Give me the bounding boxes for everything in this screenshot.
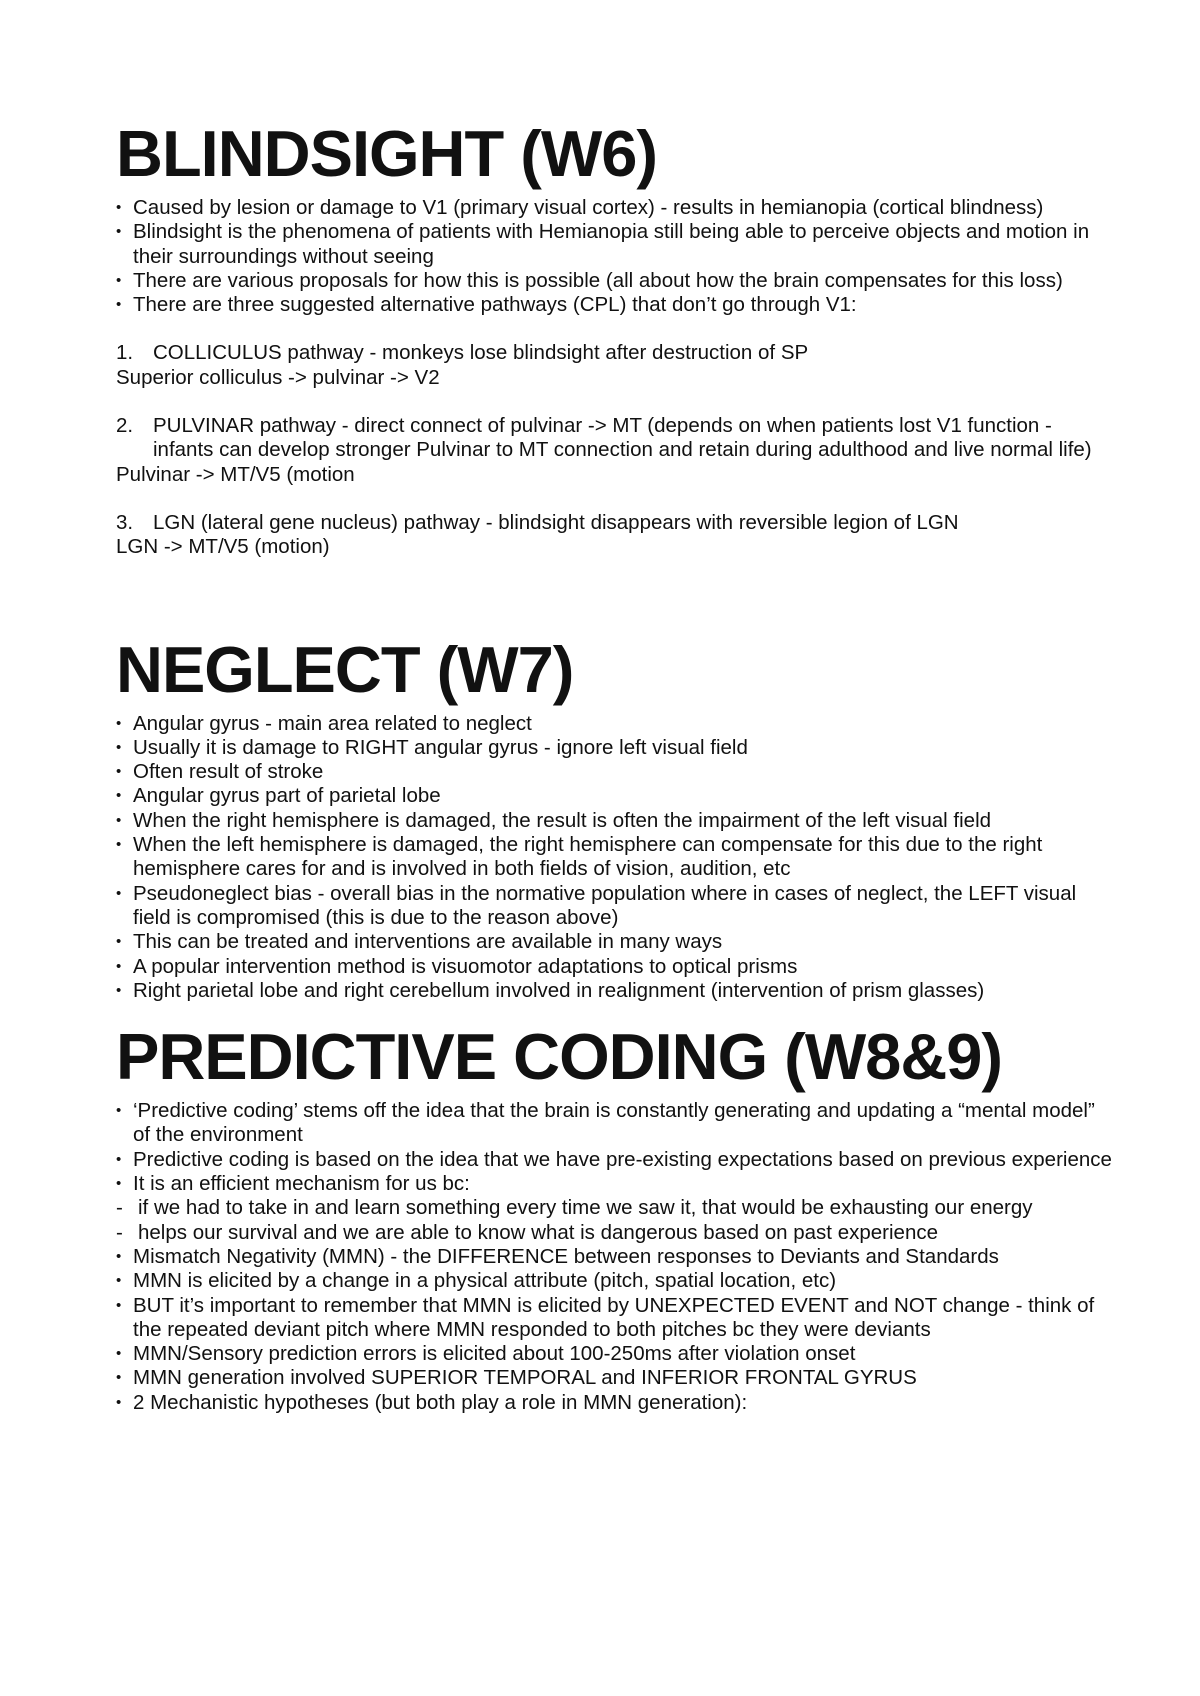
list-item: • Angular gyrus - main area related to neglect: [116, 712, 1116, 736]
list-item: • Predictive coding is based on the idea that we have pre-existing expectations based on previous experience: [116, 1148, 1116, 1172]
list-item: • Pseudoneglect bias - overall bias in the normative population where in cases of neglect, the LEFT visual field is compromised (this is due to the reason above): [116, 882, 1116, 931]
pathway-text: PULVINAR pathway - direct connect of pulvinar -> MT (depends on when patients lost V1 function - infants can develop stronger Pulvinar to MT connection and retain during adulthood and live normal life): [153, 414, 1092, 462]
predictive-bullet-list-b: [116, 1245, 1116, 1415]
list-item: • There are various proposals for how this is possible (all about how the brain compensates for this loss): [116, 269, 1116, 293]
pathway-route: Superior colliculus -> pulvinar -> V2: [116, 365, 440, 389]
neglect-bullet-list: [116, 712, 1116, 1004]
list-item: • Usually it is damage to RIGHT angular gyrus - ignore left visual field: [116, 736, 1116, 760]
list-item: • Caused by lesion or damage to V1 (primary visual cortex) - results in hemianopia (cortical blindness): [116, 196, 1116, 220]
list-item: • When the left hemisphere is damaged, the right hemisphere can compensate for this due to the right hemisphere cares for and is involved in both fields of vision, audition, etc: [116, 833, 1116, 882]
list-item: • When the right hemisphere is damaged, the result is often the impairment of the left visual field: [116, 809, 1116, 833]
list-item: • Right parietal lobe and right cerebellum involved in realignment (intervention of prism glasses): [116, 979, 1116, 1003]
blindsight-bullet-list: [116, 196, 1116, 317]
list-item: • A popular intervention method is visuomotor adaptations to optical prisms: [116, 955, 1116, 979]
list-item: - helps our survival and we are able to know what is dangerous based on past experience: [116, 1221, 1116, 1245]
pathway-item: [116, 341, 1116, 365]
pathway-route: LGN -> MT/V5 (motion): [116, 535, 330, 559]
list-item: • 2 Mechanistic hypotheses (but both play a role in MMN generation):: [116, 1391, 1116, 1415]
pathway-item: [116, 511, 1116, 535]
list-item: - if we had to take in and learn something every time we saw it, that would be exhausting our energy: [116, 1196, 1116, 1220]
list-item: • MMN is elicited by a change in a physical attribute (pitch, spatial location, etc): [116, 1269, 1116, 1293]
list-item: • ‘Predictive coding’ stems off the idea that the brain is constantly generating and updating a “mental model” of the environment: [116, 1099, 1116, 1148]
pathway-route: Pulvinar -> MT/V5 (motion: [116, 462, 355, 486]
list-item: • Often result of stroke: [116, 760, 1116, 784]
neglect-heading: NEGLECT (W7): [116, 632, 574, 706]
list-item: • MMN/Sensory prediction errors is elicited about 100-250ms after violation onset: [116, 1342, 1116, 1366]
pathway-item: [116, 414, 1116, 463]
predictive-coding-heading: PREDICTIVE CODING (W8&9): [116, 1020, 1003, 1094]
pathway-number: 1.: [116, 341, 134, 365]
blindsight-heading: BLINDSIGHT (W6): [116, 117, 658, 190]
pathway-text: COLLICULUS pathway - monkeys lose blindsight after destruction of SP: [153, 341, 809, 365]
list-item: • There are three suggested alternative pathways (CPL) that don’t go through V1:: [116, 293, 1116, 317]
list-item: • Angular gyrus part of parietal lobe: [116, 784, 1116, 808]
pathway-number: 3.: [116, 510, 134, 534]
list-item: • Mismatch Negativity (MMN) - the DIFFERENCE between responses to Deviants and Standards: [116, 1245, 1116, 1269]
list-item: • BUT it’s important to remember that MMN is elicited by UNEXPECTED EVENT and NOT change - think of the repeated deviant pitch where MMN responded to both pitches bc they were deviants: [116, 1294, 1116, 1343]
list-item: • Blindsight is the phenomena of patients with Hemianopia still being able to perceive objects and motion in their surroundings without seeing: [116, 220, 1116, 269]
list-item: • It is an efficient mechanism for us bc:: [116, 1172, 1116, 1196]
list-item: • This can be treated and interventions are available in many ways: [116, 930, 1116, 954]
pathway-number: 2.: [116, 414, 134, 438]
document-page: [116, 118, 1116, 1415]
predictive-bullet-list-a: [116, 1099, 1116, 1196]
predictive-dash-list: [116, 1196, 1116, 1245]
list-item: • MMN generation involved SUPERIOR TEMPORAL and INFERIOR FRONTAL GYRUS: [116, 1366, 1116, 1390]
pathway-text: LGN (lateral gene nucleus) pathway - blindsight disappears with reversible legion of LGN: [153, 510, 959, 534]
